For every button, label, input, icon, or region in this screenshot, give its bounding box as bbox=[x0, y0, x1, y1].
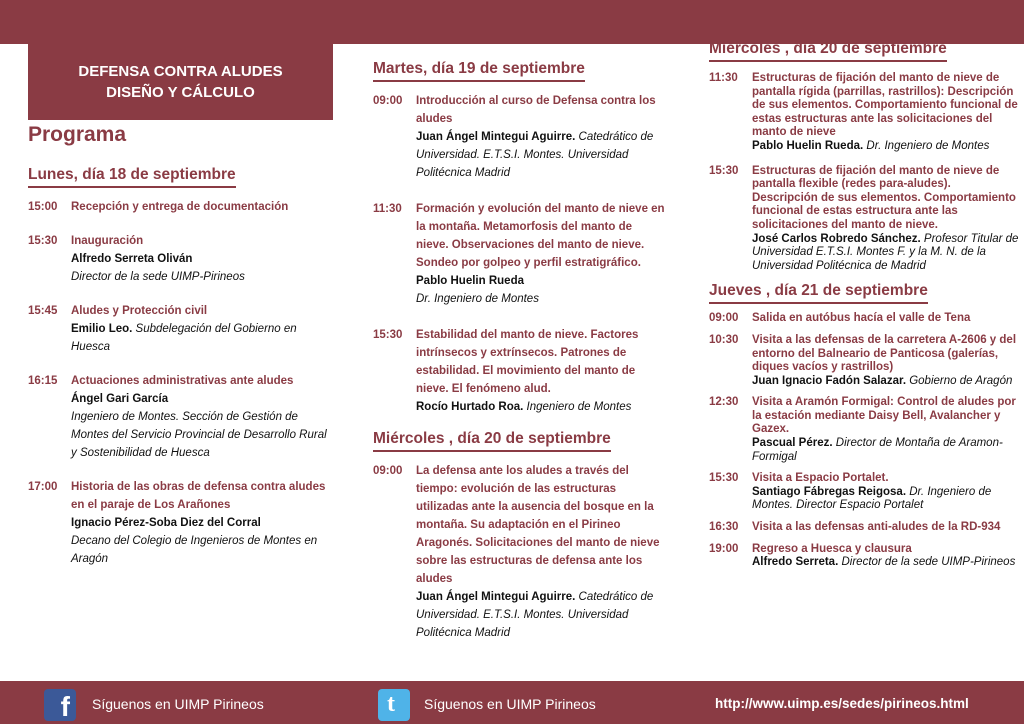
speaker-name: Pascual Pérez. bbox=[752, 437, 833, 450]
speaker-name: Juan Ignacio Fadón Salazar. bbox=[752, 374, 907, 387]
speaker-name: Pablo Huelin Rueda. bbox=[752, 139, 864, 152]
event-time: 19:00 bbox=[709, 542, 739, 555]
column-monday bbox=[28, 166, 328, 568]
speaker-description: Dr. Ingeniero de Montes. Director Espacio Portalet bbox=[752, 485, 992, 512]
top-banner bbox=[0, 0, 1024, 44]
speaker-description: Gobierno de Aragón bbox=[909, 374, 1013, 387]
event-title: Visita a Aramón Formigal: Control de aludes por la estación mediante Daisy Bell, Avalancher y Gazex. bbox=[752, 396, 1016, 436]
event-body bbox=[71, 198, 328, 216]
event-time: 17:00 bbox=[28, 481, 58, 493]
event-time: 12:30 bbox=[709, 396, 739, 409]
event-title: Inauguración bbox=[71, 235, 144, 247]
speaker-name: Pablo Huelin Rueda bbox=[416, 275, 524, 287]
day-heading: Lunes, día 18 de septiembre bbox=[28, 166, 236, 188]
event-body bbox=[752, 165, 1019, 274]
event-body bbox=[752, 543, 1019, 570]
event-speaker-line bbox=[752, 556, 1019, 570]
event-title: Visita a Espacio Portalet. bbox=[752, 472, 889, 485]
event-body bbox=[416, 326, 665, 416]
event-time: 15:30 bbox=[709, 472, 739, 485]
course-title-line2: DISEÑO Y CÁLCULO bbox=[106, 84, 255, 101]
speaker-name: Ángel Gari García bbox=[71, 393, 169, 405]
event-body bbox=[752, 472, 1019, 513]
day-heading: Miércoles , día 20 de septiembre bbox=[709, 40, 947, 62]
event-title: Regreso a Huesca y clausura bbox=[752, 542, 912, 555]
speaker-name: José Carlos Robredo Sánchez. bbox=[752, 232, 921, 245]
event-body bbox=[752, 334, 1019, 388]
event-speaker-line bbox=[752, 437, 1019, 464]
speaker-description: Ingeniero de Montes bbox=[526, 401, 632, 413]
event-speaker-line bbox=[71, 320, 328, 356]
event-time: 15:30 bbox=[28, 235, 58, 247]
schedule-item bbox=[709, 334, 1019, 388]
programa-heading: Programa bbox=[28, 123, 127, 146]
event-speaker-line bbox=[752, 486, 1019, 513]
event-body bbox=[752, 396, 1019, 464]
event-body bbox=[752, 72, 1019, 154]
event-speaker-line bbox=[752, 233, 1019, 274]
schedule-item bbox=[28, 198, 328, 216]
schedule-item bbox=[709, 543, 1019, 570]
event-speaker-line bbox=[752, 140, 1019, 154]
facebook-icon[interactable]: f bbox=[44, 689, 76, 721]
event-body bbox=[71, 478, 328, 568]
event-title: Actuaciones administrativas ante aludes bbox=[71, 375, 294, 387]
event-time: 16:30 bbox=[709, 521, 739, 534]
event-time: 15:30 bbox=[709, 164, 739, 177]
schedule-item bbox=[28, 478, 328, 568]
event-time: 11:30 bbox=[373, 203, 402, 215]
event-time: 09:00 bbox=[709, 312, 739, 325]
event-speaker-line bbox=[416, 272, 665, 308]
event-title: Formación y evolución del manto de nieve en la montaña. Metamorfosis del manto de nieve. Observaciones del manto de nieve. Sondeo por golpeo y perfil estratigráfico. bbox=[416, 203, 665, 269]
event-speaker-line bbox=[71, 514, 328, 568]
event-speaker-line bbox=[416, 128, 665, 182]
event-body bbox=[752, 312, 1019, 326]
speaker-description: Subdelegación del Gobierno en Huesca bbox=[71, 323, 297, 353]
column-wednesday-thursday bbox=[709, 40, 1019, 570]
event-time: 09:00 bbox=[373, 465, 403, 477]
website-link[interactable]: http://www.uimp.es/sedes/pirineos.html bbox=[715, 696, 969, 711]
twitter-icon[interactable]: t bbox=[378, 689, 410, 721]
events-list bbox=[373, 92, 665, 416]
events-list bbox=[709, 72, 1019, 273]
schedule-item bbox=[373, 326, 665, 416]
event-title: Estabilidad del manto de nieve. Factores intrínsecos y extrínsecos. Patrones de estabilidad. El movimiento del manto de nieve. El fenómeno alud. bbox=[416, 329, 639, 395]
event-time: 10:30 bbox=[709, 333, 739, 346]
speaker-description: Decano del Colegio de Ingenieros de Montes en Aragón bbox=[71, 535, 318, 565]
schedule-item bbox=[373, 92, 665, 182]
speaker-name: Emilio Leo. bbox=[71, 323, 133, 335]
event-body bbox=[752, 521, 1019, 535]
speaker-description: Catedrático de Universidad. E.T.S.I. Montes. Universidad Politécnica Madrid bbox=[416, 591, 654, 639]
schedule-item bbox=[28, 372, 328, 462]
event-body bbox=[416, 462, 665, 642]
event-time: 15:30 bbox=[373, 329, 403, 341]
schedule-item bbox=[373, 200, 665, 308]
schedule-item bbox=[28, 302, 328, 356]
event-body bbox=[71, 232, 328, 286]
event-title: Salida en autóbus hacía el valle de Tena bbox=[752, 312, 971, 325]
speaker-description: Catedrático de Universidad. E.T.S.I. Montes. Universidad Politécnica Madrid bbox=[416, 131, 654, 179]
event-title: Introducción al curso de Defensa contra los aludes bbox=[416, 95, 656, 125]
event-time: 16:15 bbox=[28, 375, 58, 387]
event-speaker-line bbox=[752, 375, 1019, 389]
event-title: Visita a las defensas anti-aludes de la RD-934 bbox=[752, 521, 1001, 534]
schedule-item bbox=[709, 165, 1019, 274]
event-speaker-line bbox=[416, 398, 665, 416]
event-speaker-line bbox=[416, 588, 665, 642]
speaker-description: Ingeniero de Montes. Sección de Gestión de Montes del Servicio Provincial de Desarrollo Rural y Sostenibilidad de Huesca bbox=[71, 411, 327, 459]
event-title: La defensa ante los aludes a través del tiempo: evolución de las estructuras utilizadas ante la ausencia del bosque en la montaña. Su adaptación en el Pirineo Aragonés. Solicitaciones del manto de nieve sobre las estructuras de defensa ante los aludes bbox=[416, 465, 660, 585]
events-list bbox=[709, 312, 1019, 570]
event-title: Estructuras de fijación del manto de nieve de pantalla flexible (redes para-aludes). Descripción de sus elementos. Comportamiento funcional de estas estructura ante las solicitaciones del manto de nieve. bbox=[752, 164, 1016, 231]
column-tuesday bbox=[373, 60, 665, 642]
event-title: Recepción y entrega de documentación bbox=[71, 201, 289, 213]
event-body bbox=[71, 372, 328, 462]
events-list bbox=[28, 198, 328, 568]
schedule-item bbox=[709, 521, 1019, 535]
event-title: Aludes y Protección civil bbox=[71, 305, 208, 317]
speaker-name: Santiago Fábregas Reigosa. bbox=[752, 485, 907, 498]
event-speaker-line bbox=[71, 390, 328, 462]
event-body bbox=[71, 302, 328, 356]
events-list bbox=[373, 462, 665, 642]
event-time: 15:45 bbox=[28, 305, 58, 317]
schedule-item bbox=[28, 232, 328, 286]
day-heading: Miércoles , día 20 de septiembre bbox=[373, 430, 611, 452]
event-time: 09:00 bbox=[373, 95, 403, 107]
speaker-name: Juan Ángel Mintegui Aguirre. bbox=[416, 591, 576, 603]
day-heading: Martes, día 19 de septiembre bbox=[373, 60, 585, 82]
schedule-item bbox=[709, 472, 1019, 513]
course-title-box bbox=[28, 44, 333, 120]
speaker-description: Director de la sede UIMP-Pirineos bbox=[841, 556, 1016, 569]
schedule-item bbox=[709, 396, 1019, 464]
speaker-name: Alfredo Serreta. bbox=[752, 556, 839, 569]
speaker-name: Alfredo Serreta Oliván bbox=[71, 253, 193, 265]
event-time: 15:00 bbox=[28, 201, 58, 213]
event-body bbox=[416, 200, 665, 308]
schedule-item bbox=[709, 312, 1019, 326]
speaker-name: Juan Ángel Mintegui Aguirre. bbox=[416, 131, 576, 143]
speaker-name: Rocío Hurtado Roa. bbox=[416, 401, 524, 413]
day-heading: Jueves , día 21 de septiembre bbox=[709, 282, 928, 304]
event-title: Historia de las obras de defensa contra aludes en el paraje de Los Arañones bbox=[71, 481, 326, 511]
speaker-description: Profesor Titular de Universidad E.T.S.I. Montes F. y la M. N. de la Universidad Politécnica de Madrid bbox=[752, 232, 1019, 272]
course-title-line1: DEFENSA CONTRA ALUDES bbox=[78, 63, 283, 80]
twitter-follow-text: Síguenos en UIMP Pirineos bbox=[424, 696, 596, 712]
event-body bbox=[416, 92, 665, 182]
event-speaker-line bbox=[71, 250, 328, 286]
schedule-item bbox=[709, 72, 1019, 154]
event-title: Estructuras de fijación del manto de nieve de pantalla rígida (parrillas, rastrillos): Descripción de sus elementos. Comportamiento funcional de estas estructuras ante las solicitaciones del manto de nieve bbox=[752, 72, 1018, 139]
schedule-item bbox=[373, 462, 665, 642]
event-time: 11:30 bbox=[709, 72, 738, 84]
speaker-description: Dr. Ingeniero de Montes bbox=[866, 139, 990, 152]
speaker-description: Dr. Ingeniero de Montes bbox=[416, 293, 539, 305]
speaker-name: Ignacio Pérez-Soba Diez del Corral bbox=[71, 517, 261, 529]
event-title: Visita a las defensas de la carretera A-2606 y del entorno del Balneario de Panticosa (galerías, diques vacíos y rastrillos) bbox=[752, 333, 1017, 374]
speaker-description: Director de Montaña de Aramon-Formigal bbox=[752, 437, 1003, 463]
facebook-follow-text: Síguenos en UIMP Pirineos bbox=[92, 696, 264, 712]
speaker-description: Director de la sede UIMP-Pirineos bbox=[71, 271, 245, 283]
